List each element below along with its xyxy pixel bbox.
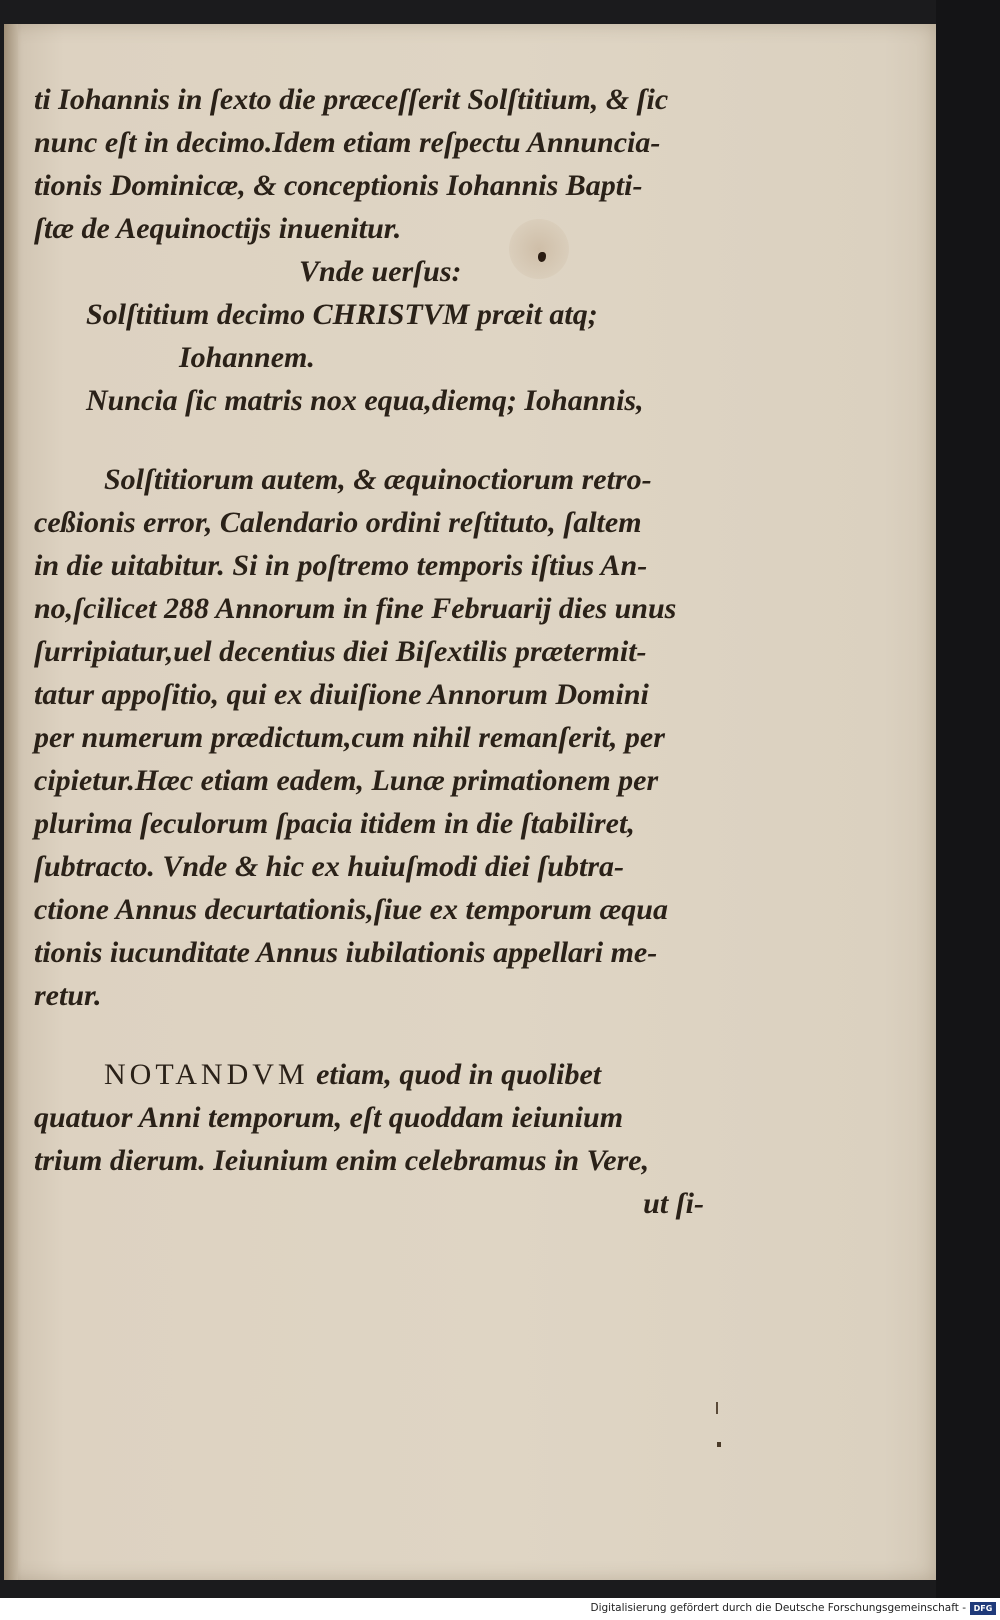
text-line: ſurripiatur,uel decentius diei Biſextilis prætermit- — [34, 635, 647, 668]
book-spine-shadow — [936, 0, 1000, 1598]
text-line: nunc eſt in decimo.Idem etiam reſpectu Annuncia- — [34, 126, 661, 159]
catchword: ut ſi- — [643, 1187, 704, 1220]
footer-credit: Digitalisierung gefördert durch die Deutsche Forschungsgemeinschaft - — [590, 1602, 966, 1614]
text-line: tionis Dominicæ, & conceptionis Iohannis Bapti- — [34, 169, 643, 202]
text-line: tatur appoſitio, qui ex diuiſione Annorum Domini — [34, 678, 649, 711]
text-line: ctione Annus decurtationis,ſiue ex temporum æqua — [34, 893, 668, 926]
text-line: retur. — [34, 979, 102, 1012]
page-text — [34, 78, 724, 1225]
paper-mark — [717, 1442, 721, 1447]
page-gutter-edge — [4, 24, 18, 1580]
paragraph-3 — [34, 1053, 724, 1182]
text-line: plurima ſeculorum ſpacia itidem in die ſtabiliret, — [34, 807, 635, 840]
text-line — [34, 1053, 724, 1096]
text-line: in die uitabitur. Si in poſtremo temporis iſtius An- — [34, 549, 648, 582]
text-line: no,ſcilicet 288 Annorum in fine Februarij dies unus — [34, 592, 677, 625]
paragraph-gap — [34, 422, 724, 458]
text-line: quatuor Anni temporum, eſt quoddam ieiunium — [34, 1101, 624, 1134]
paragraph-gap — [34, 1017, 724, 1053]
small-caps-word: NOTANDVM — [104, 1058, 309, 1091]
paragraph-2 — [34, 458, 724, 1017]
paragraph-1 — [34, 78, 724, 250]
text-line: ceßionis error, Calendario ordini reſtituto, ſaltem — [34, 506, 642, 539]
text-line: ſtæ de Aequinoctijs inuenitur. — [34, 212, 402, 245]
verse-line: Solſtitium decimo CHRISTVM præit atq; — [86, 298, 598, 331]
verse-line: Nuncia ſic matris nox equa,diemq; Iohannis, — [86, 384, 644, 417]
paper-mark — [716, 1402, 718, 1414]
text-line: tionis iucunditate Annus iubilationis appellari me- — [34, 936, 658, 969]
verse-line: Iohannem. — [179, 341, 315, 374]
text-line: per numerum prædictum,cum nihil remanſerit, per — [34, 721, 665, 754]
text-line: ti Iohannis in ſexto die præceſſerit Solſtitium, & ſic — [34, 83, 669, 116]
digitization-footer — [0, 1598, 1000, 1620]
verse-heading: Vnde uerſus: — [299, 255, 462, 288]
text-line: cipietur.Hæc etiam eadem, Lunæ primationem per — [34, 764, 659, 797]
text-line: Solſtitiorum autem, & æquinoctiorum retro- — [104, 463, 652, 496]
text-line: ſubtracto. Vnde & hic ex huiuſmodi diei ſubtra- — [34, 850, 625, 883]
text-line: trium dierum. Ieiunium enim celebramus in Vere, — [34, 1144, 650, 1177]
dfg-logo: DFG — [970, 1602, 996, 1615]
text-run: etiam, quod in quolibet — [308, 1058, 602, 1091]
